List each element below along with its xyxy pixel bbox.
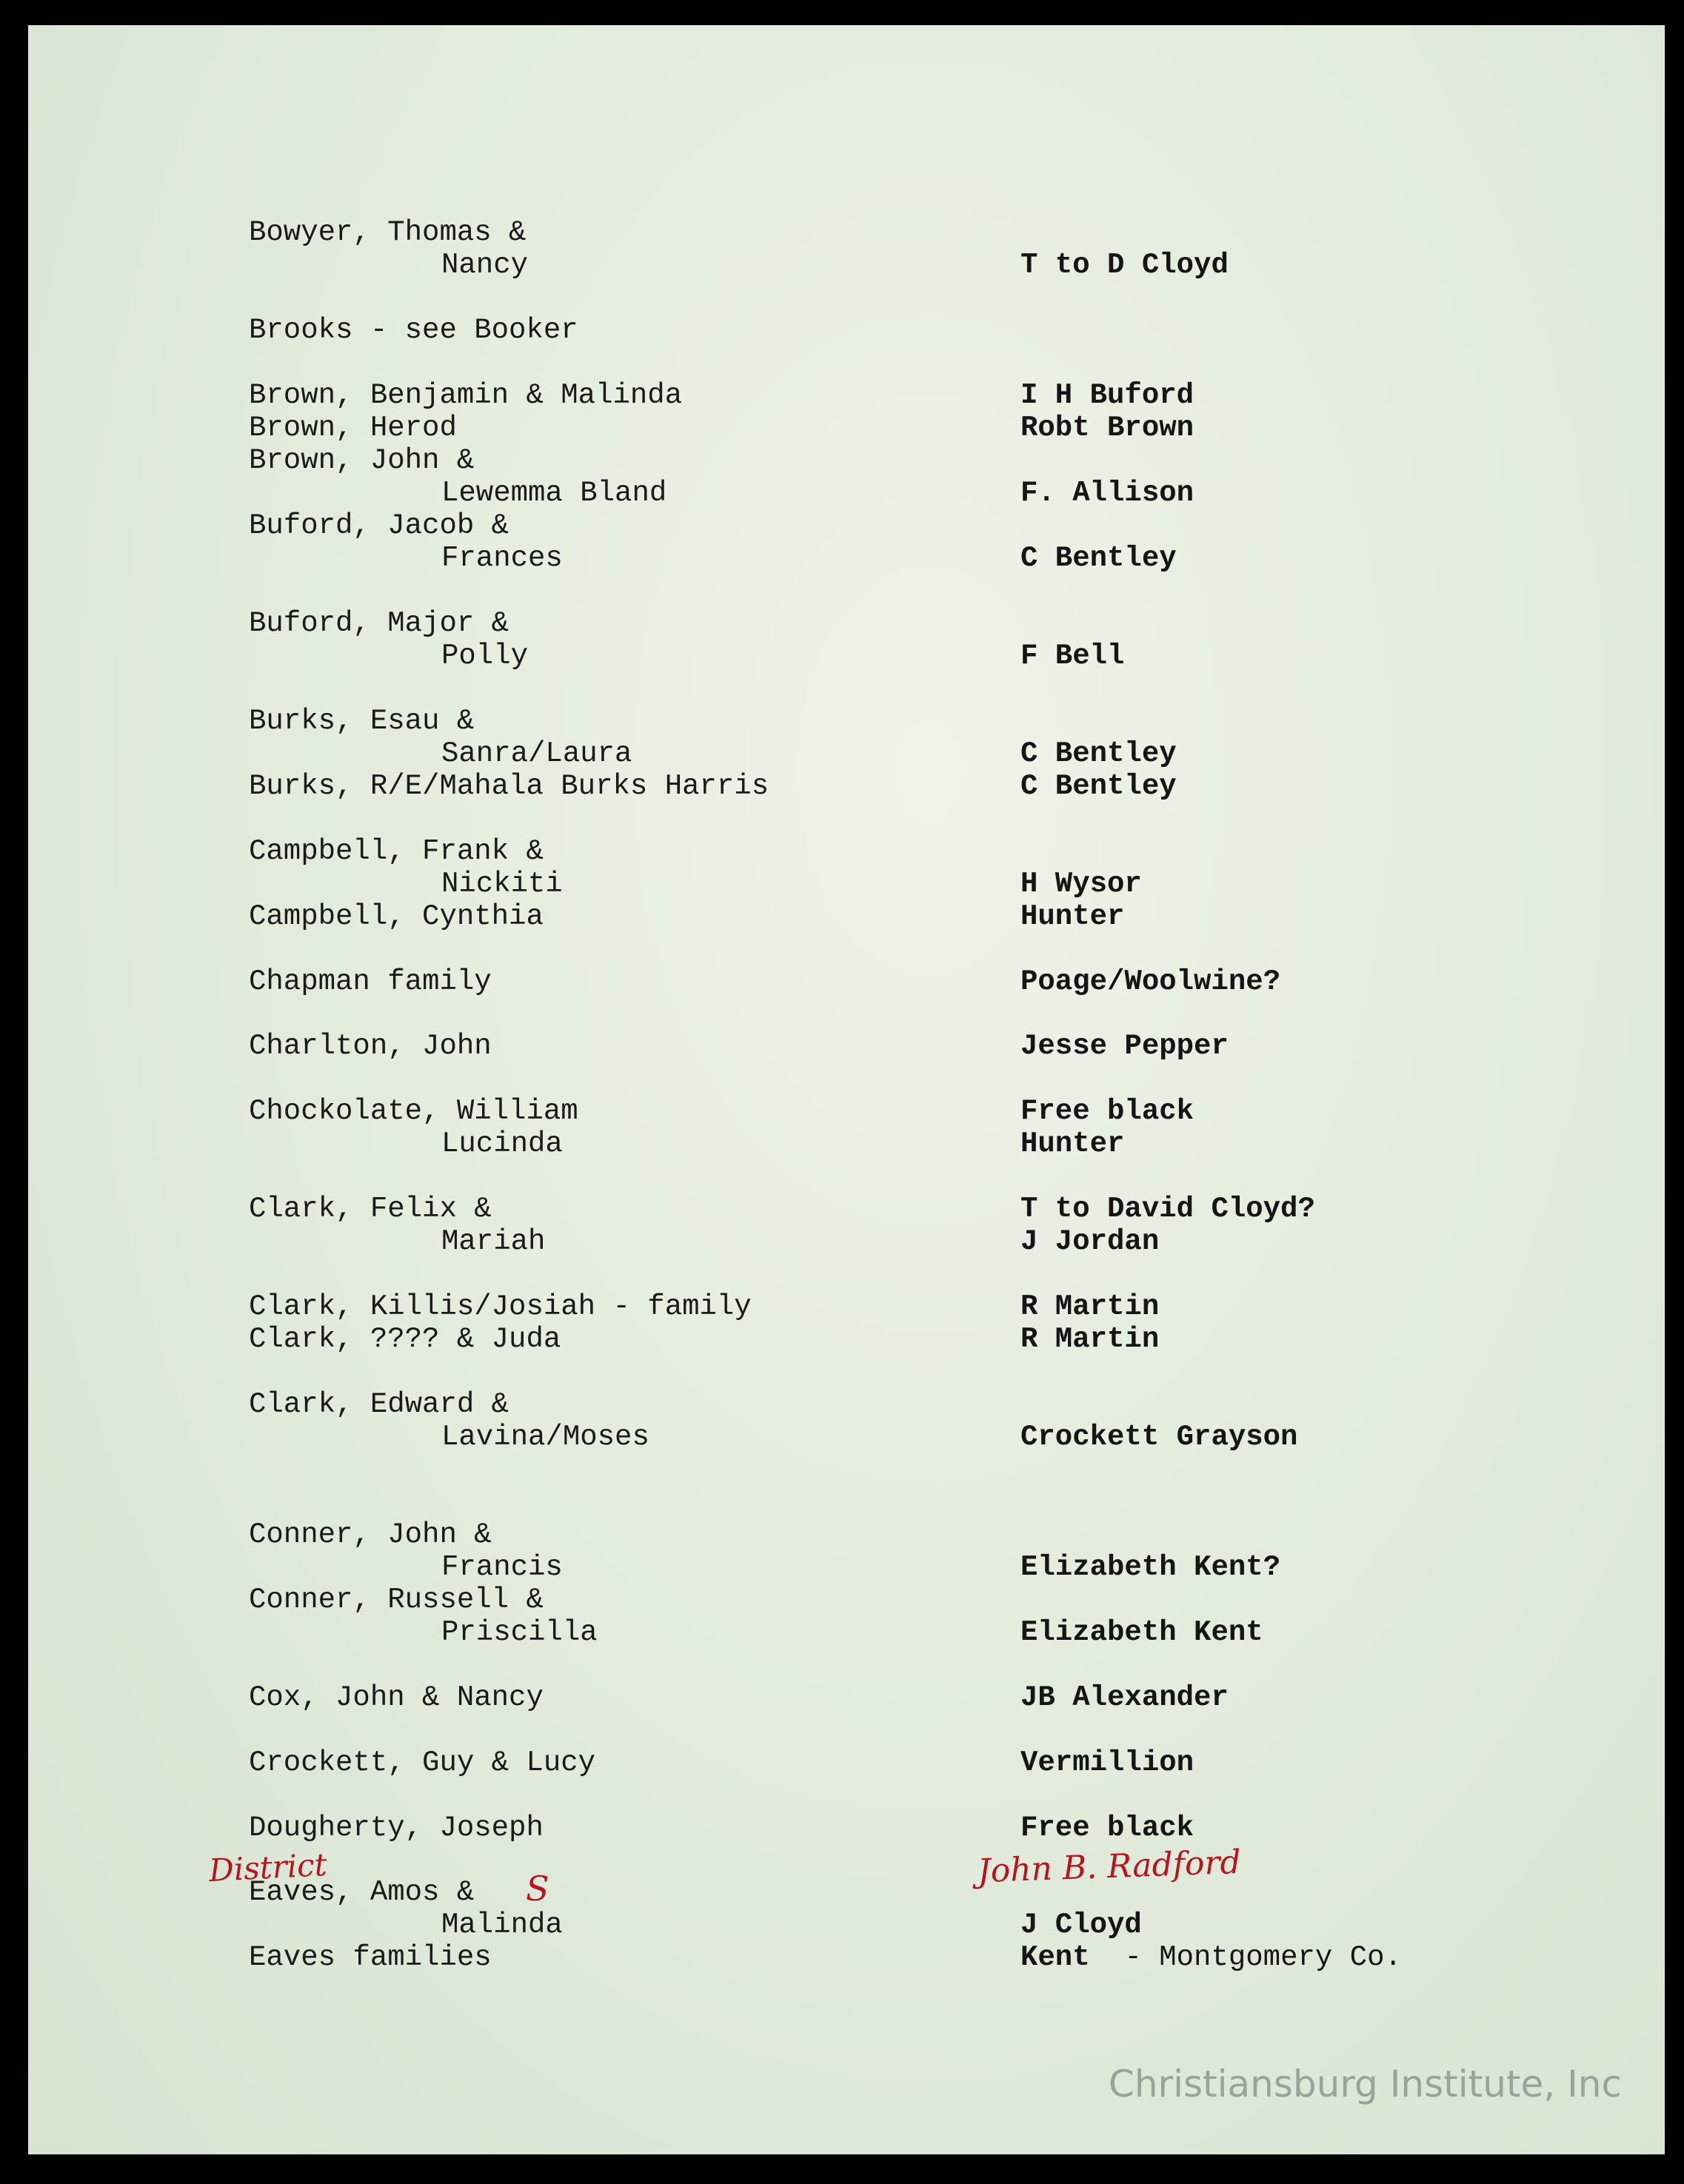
entry-name: Bowyer, Thomas & (249, 216, 527, 249)
entry-name: Brown, Benjamin & Malinda (249, 379, 683, 412)
entry-owner: F. Allison (1020, 477, 1194, 509)
entry-name: Nancy (441, 249, 529, 281)
watermark: Christiansburg Institute, Inc (1108, 2063, 1622, 2106)
entry-row (28, 1290, 1665, 1323)
entry-name: Eaves, Amos & (249, 1876, 475, 1909)
entry-owner: T to David Cloyd? (1020, 1193, 1315, 1225)
entry-owner: T to D Cloyd (1020, 249, 1229, 281)
entry-owner: Robt Brown (1020, 412, 1194, 444)
entry-name: Malinda (441, 1909, 563, 1941)
entry-name: Eaves families (249, 1941, 492, 1974)
entry-name: Sanra/Laura (441, 737, 632, 770)
entry-name: Buford, Major & (249, 607, 509, 640)
entry-name: Burks, Esau & (249, 705, 475, 737)
entry-owner: I H Buford (1020, 379, 1194, 412)
entry-row (28, 1909, 1665, 1941)
entry-owner: C Bentley (1020, 770, 1177, 803)
entry-name: Crockett, Guy & Lucy (249, 1746, 596, 1779)
entry-owner: Free black (1020, 1812, 1194, 1844)
entry-owner: R Martin (1020, 1290, 1160, 1323)
entry-row (28, 868, 1665, 900)
entry-owner: Vermillion (1020, 1746, 1194, 1779)
entry-owner: J Jordan (1020, 1225, 1160, 1258)
entry-row (28, 1941, 1665, 1974)
entry-name: Nickiti (441, 868, 563, 900)
entry-row (28, 607, 1665, 640)
entry-name: Lucinda (441, 1128, 563, 1160)
entry-name: Lewemma Bland (441, 477, 667, 509)
entry-owner: Poage/Woolwine? (1020, 965, 1281, 998)
entry-row (28, 835, 1665, 868)
entry-name: Clark, Felix & (249, 1193, 492, 1225)
entry-owner: R Martin (1020, 1323, 1160, 1356)
entry-row (28, 1518, 1665, 1551)
entry-row (28, 477, 1665, 509)
entry-owner: Elizabeth Kent (1020, 1616, 1263, 1649)
entry-name: Polly (441, 640, 529, 672)
entry-name: Chockolate, William (249, 1095, 578, 1128)
entry-name: Campbell, Cynthia (249, 900, 544, 933)
entry-owner-note: - Montgomery Co. (1124, 1941, 1402, 1974)
entry-row (28, 770, 1665, 803)
entry-name: Clark, ???? & Juda (249, 1323, 561, 1356)
entry-row (28, 314, 1665, 346)
entry-name: Campbell, Frank & (249, 835, 544, 868)
entry-name: Brown, Herod (249, 412, 457, 444)
entry-row (28, 705, 1665, 737)
handwritten-district: District (207, 1846, 328, 1889)
entry-name: Lavina/Moses (441, 1421, 649, 1453)
entry-row (28, 1584, 1665, 1616)
entry-name: Frances (441, 542, 563, 575)
entry-row (28, 1812, 1665, 1844)
entry-row (28, 1616, 1665, 1649)
entry-row (28, 379, 1665, 412)
entry-name: Brooks - see Booker (249, 314, 578, 346)
entry-owner: C Bentley (1020, 737, 1177, 770)
entry-owner: Elizabeth Kent? (1020, 1551, 1281, 1584)
entry-owner (1020, 1941, 1402, 1974)
entry-row (28, 249, 1665, 281)
entry-name: Francis (441, 1551, 563, 1584)
entry-name: Dougherty, Joseph (249, 1812, 544, 1844)
entry-name: Cox, John & Nancy (249, 1681, 544, 1714)
entry-owner: C Bentley (1020, 542, 1177, 575)
entry-name: Burks, R/E/Mahala Burks Harris (249, 770, 769, 803)
entry-row (28, 1388, 1665, 1421)
handwritten-radford: John B. Radford (977, 1843, 1242, 1891)
entry-name: Priscilla (441, 1616, 598, 1649)
entry-name: Buford, Jacob & (249, 509, 509, 542)
entry-owner: F Bell (1020, 640, 1125, 672)
entry-owner: Hunter (1020, 900, 1125, 933)
entry-row (28, 542, 1665, 575)
entry-name: Conner, John & (249, 1518, 492, 1551)
entry-name: Clark, Killis/Josiah - family (249, 1290, 752, 1323)
entry-row (28, 1095, 1665, 1128)
entry-name: Chapman family (249, 965, 492, 998)
entry-row (28, 1128, 1665, 1160)
entry-row (28, 1421, 1665, 1453)
entry-row (28, 216, 1665, 249)
entry-row (28, 1869, 1665, 1909)
entry-name: Conner, Russell & (249, 1584, 544, 1616)
entry-row (28, 509, 1665, 542)
entry-row (28, 444, 1665, 477)
entry-row (28, 900, 1665, 933)
entry-owner: Hunter (1020, 1128, 1125, 1160)
entry-row (28, 1551, 1665, 1584)
entry-owner: JB Alexander (1020, 1681, 1229, 1714)
document-page (28, 25, 1665, 2154)
entry-owner: Crockett Grayson (1020, 1421, 1298, 1453)
entry-owner: J Cloyd (1020, 1909, 1142, 1941)
entry-row (28, 737, 1665, 770)
entry-row (28, 1681, 1665, 1714)
entry-row (28, 965, 1665, 998)
entry-row (28, 1746, 1665, 1779)
entry-row (28, 640, 1665, 672)
entry-name: Brown, John & (249, 444, 475, 477)
entry-name: Charlton, John (249, 1030, 492, 1062)
entry-owner: Jesse Pepper (1020, 1030, 1229, 1062)
entry-owner-name: Kent (1020, 1941, 1090, 1974)
entry-row (28, 1193, 1665, 1225)
entry-name: Mariah (441, 1225, 546, 1258)
entry-name: Clark, Edward & (249, 1388, 509, 1421)
handwritten-s-mark: S (526, 1869, 549, 1909)
entry-row (28, 1030, 1665, 1062)
entry-row (28, 412, 1665, 444)
entry-row (28, 1323, 1665, 1356)
entry-row (28, 1225, 1665, 1258)
entry-owner: Free black (1020, 1095, 1194, 1128)
entry-owner: H Wysor (1020, 868, 1142, 900)
